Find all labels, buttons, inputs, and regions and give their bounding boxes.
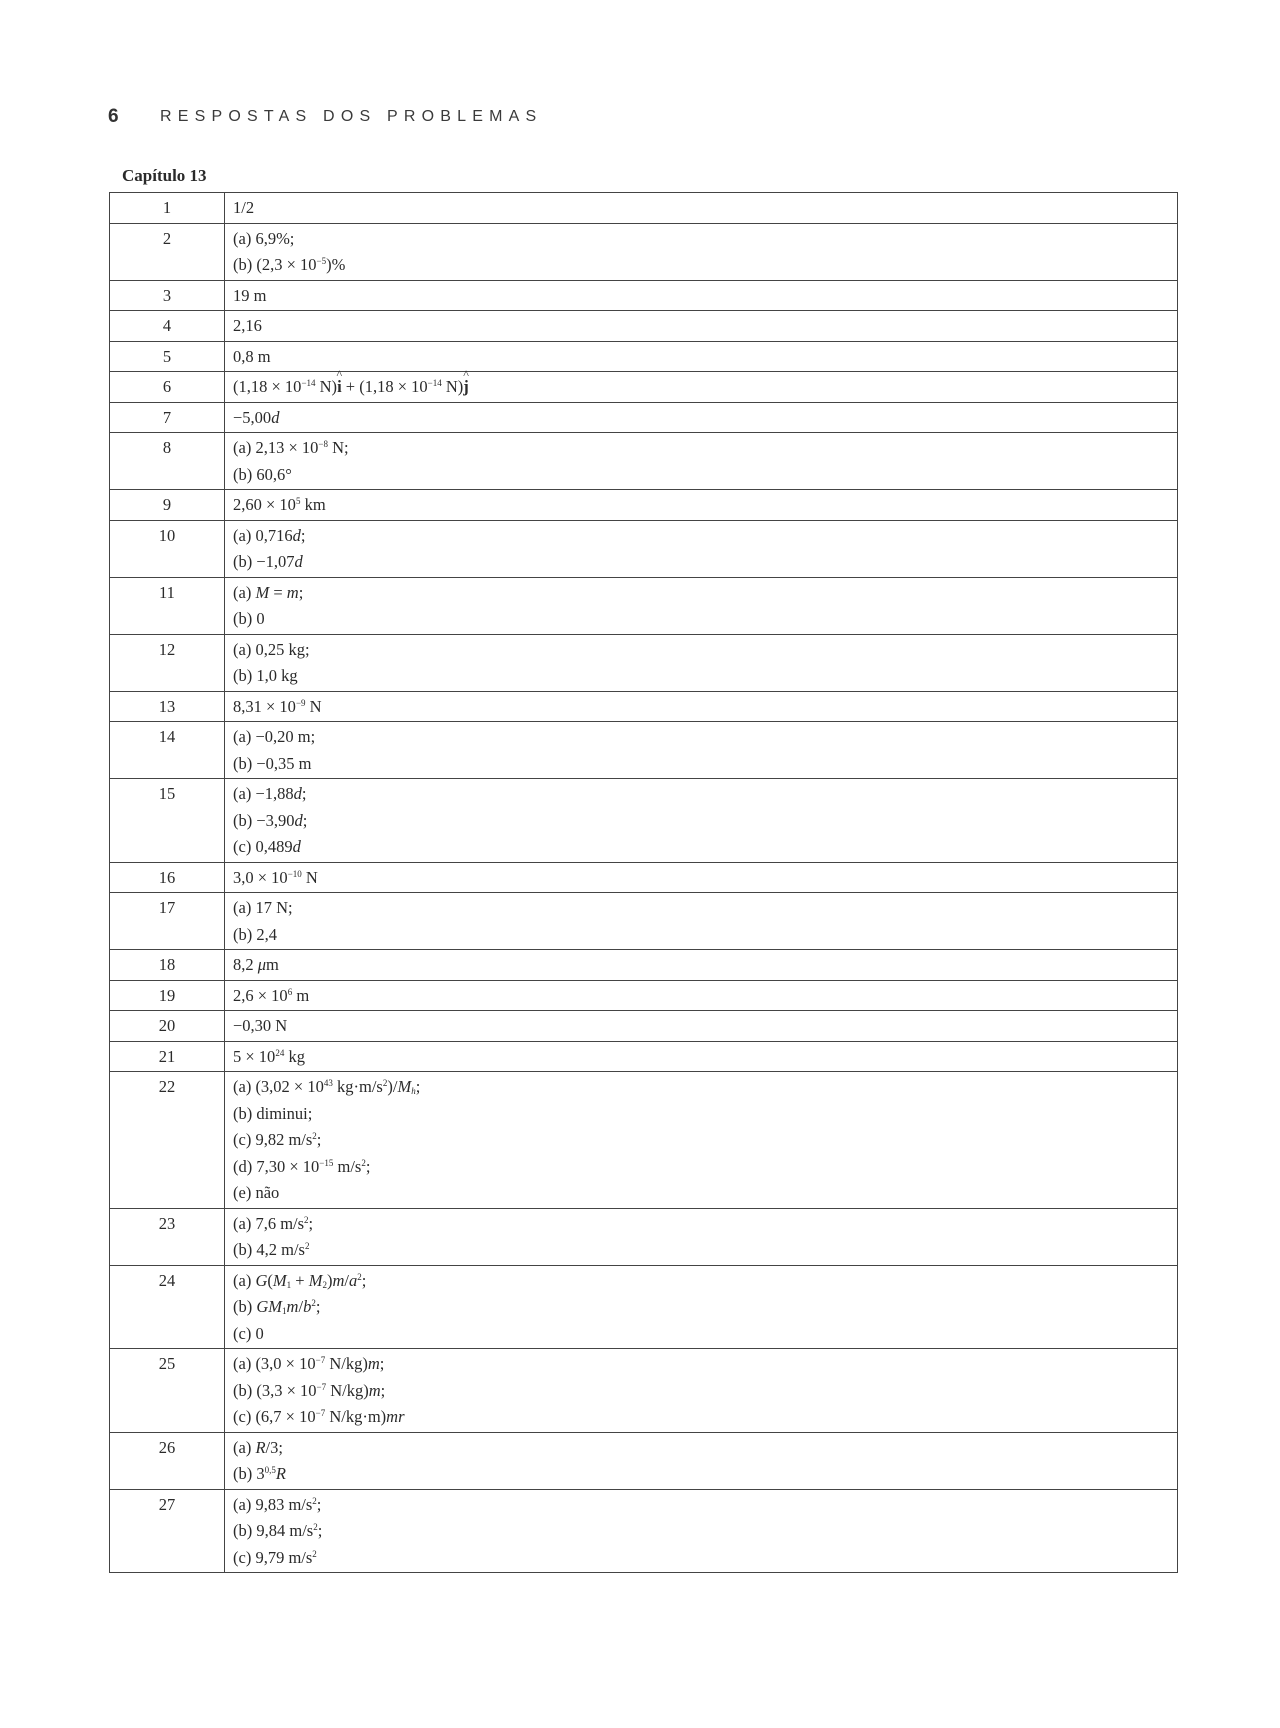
answer-row [110,433,1178,490]
answer-line: (b) $(2,3 \times 10^{-5})\%$ [233,255,346,274]
problem-number: 4 [110,311,225,342]
answer-line: (b) diminui; [233,1103,313,1123]
problem-number: 19 [110,980,225,1011]
running-head [108,104,542,130]
answer-line: (b) $GM_1m/b^2$; [233,1297,321,1316]
problem-number: 7 [110,402,225,433]
answer-line: (a) ($3,02 \times 10^{43}$ $kg\cdot m/s^2)/M_h$; [233,1077,421,1096]
answers-table-body [110,193,1178,1573]
answer-line: (a) −0,20 m; [233,727,316,746]
answer-row [110,1011,1178,1042]
answer-row [110,1041,1178,1072]
problem-number: 23 [110,1208,225,1265]
answer-cell [225,862,1178,893]
answer-line: 19 m [233,285,267,305]
answer-row [110,862,1178,893]
answer-cell [225,1011,1178,1042]
problem-number: 14 [110,722,225,779]
answer-line: $8,31 \times 10^{-9}$ N [233,696,322,716]
answer-row [110,1432,1178,1489]
answer-line: 2,16 [233,316,262,335]
answer-row [110,341,1178,372]
problem-number: 11 [110,577,225,634]
answer-line: (a) $G(M_1 + M_2)m/a^2$; [233,1270,367,1290]
answer-line: (a) −1,88d; [233,784,307,803]
answer-line: (a) 17 N; [233,898,293,917]
answer-cell [225,893,1178,950]
answer-row [110,779,1178,863]
answer-line: (a) M = m; [233,582,304,602]
answer-line: (b) 3$^{0,5}$R [233,1464,286,1483]
answer-line: (d) $7,30 \times 10^{-15}$ $m/s^2$; [233,1156,371,1176]
answer-cell [225,311,1178,342]
problem-number: 22 [110,1072,225,1209]
answer-line: (c) 9,79 $m/s^2$ [233,1547,317,1567]
answer-line: −0,30 N [233,1016,288,1035]
answer-row [110,980,1178,1011]
answer-cell [225,634,1178,691]
page-number: 6 [108,106,119,127]
answer-line: (b) 9,84 $m/s^2$; [233,1521,323,1540]
chapter-title: Capítulo 13 [122,166,207,185]
answers-table [109,192,1178,1573]
problem-number: 12 [110,634,225,691]
problem-number: 2 [110,223,225,280]
problem-number: 24 [110,1265,225,1349]
answer-cell [225,223,1178,280]
problem-number: 18 [110,950,225,981]
answer-line: (b) 4,2 $m/s^2$ [233,1240,310,1259]
answer-line: (c) 0,489d [233,837,301,856]
answer-cell [225,1208,1178,1265]
answer-line: (e) não [233,1183,280,1202]
problem-number: 17 [110,893,225,950]
answer-row [110,1349,1178,1433]
answer-line: $5 \times 10^{24}$ kg [233,1046,305,1066]
problem-number: 16 [110,862,225,893]
answer-row [110,311,1178,342]
answer-row [110,193,1178,224]
answer-line: $3,0 \times 10^{-10}$ N [233,867,318,887]
problem-number: 9 [110,490,225,521]
problem-number: 3 [110,280,225,311]
answer-line: (c) 0 [233,1323,264,1343]
answer-line: (a) 9,83 $m/s^2$; [233,1494,322,1514]
answer-row [110,402,1178,433]
answer-cell [225,1041,1178,1072]
answer-cell [225,1349,1178,1433]
answer-line: (b) −1,07d [233,552,303,571]
answer-line: (b) 0 [233,609,265,628]
answer-cell [225,577,1178,634]
answer-row [110,1489,1178,1573]
problem-number: 27 [110,1489,225,1573]
answer-line: $2,6 \times 10^6$ m [233,985,310,1005]
problem-number: 25 [110,1349,225,1433]
answer-cell [225,1072,1178,1209]
answer-cell [225,1432,1178,1489]
answer-line: $2,60 \times 10^5$ km [233,495,326,514]
answer-line: (a) 0,25 kg; [233,639,310,659]
answer-row [110,893,1178,950]
answer-cell [225,433,1178,490]
answer-line: (b) 2,4 [233,924,277,944]
answer-cell [225,490,1178,521]
answer-row [110,577,1178,634]
answer-row [110,722,1178,779]
answer-cell [225,520,1178,577]
answer-row [110,950,1178,981]
answer-cell [225,691,1178,722]
running-head-title: RESPOSTAS DOS PROBLEMAS [160,108,543,125]
answer-row [110,1208,1178,1265]
answer-row [110,520,1178,577]
answer-line: (a) $2,13 \times 10^{-8}$ N; [233,438,349,457]
answer-cell [225,341,1178,372]
problem-number: 8 [110,433,225,490]
answer-cell [225,1489,1178,1573]
answer-row [110,223,1178,280]
answer-cell [225,1265,1178,1349]
answer-cell [225,280,1178,311]
answer-line: (b) 60,6° [233,464,292,484]
problem-number: 21 [110,1041,225,1072]
answer-cell [225,779,1178,863]
answer-row [110,691,1178,722]
answer-line: −5,00d [233,407,280,427]
problem-number: 15 [110,779,225,863]
problem-number: 10 [110,520,225,577]
answer-cell [225,372,1178,403]
answer-line: 1/2 [233,198,255,217]
answer-line: (c) ($6,7 \times 10^{-7}$ N/kg·m)mr [233,1407,405,1426]
answer-line: 8,2 μm [233,955,279,974]
answer-row [110,280,1178,311]
answer-row [110,372,1178,403]
answer-line: (b) −3,90d; [233,810,308,830]
answer-cell [225,950,1178,981]
answer-row [110,1265,1178,1349]
answer-line: (a) ($3,0 \times 10^{-7}$ N/kg)m; [233,1354,385,1373]
problem-number: 26 [110,1432,225,1489]
problem-number: 1 [110,193,225,224]
answer-row [110,1072,1178,1209]
answer-cell [225,980,1178,1011]
answer-row [110,490,1178,521]
answer-line: (a) 0,716d; [233,525,306,545]
answer-line: (b) 1,0 kg [233,666,298,685]
answer-cell [225,722,1178,779]
answer-cell [225,402,1178,433]
answer-line: (a) 7,6 $m/s^2$; [233,1213,314,1233]
answer-cell [225,193,1178,224]
answer-line: 0,8 m [233,346,271,366]
answer-line: (b) ($3,3 \times 10^{-7}$ N/kg)m; [233,1380,386,1400]
problem-number: 13 [110,691,225,722]
answer-line: (a) 6,9%; [233,228,295,248]
problem-number: 5 [110,341,225,372]
problem-number: 6 [110,372,225,403]
answer-row [110,634,1178,691]
answer-line: (b) −0,35 m [233,753,312,773]
problem-number: 20 [110,1011,225,1042]
answer-line: (c) 9,82 $m/s^2$; [233,1130,322,1149]
answer-line: (a) R/3; [233,1437,283,1457]
answer-line: ($1,18 \times 10^{-14}$ N)^ $i + (1,18 \times 10^{-14}$ N)^ j [233,374,1169,401]
